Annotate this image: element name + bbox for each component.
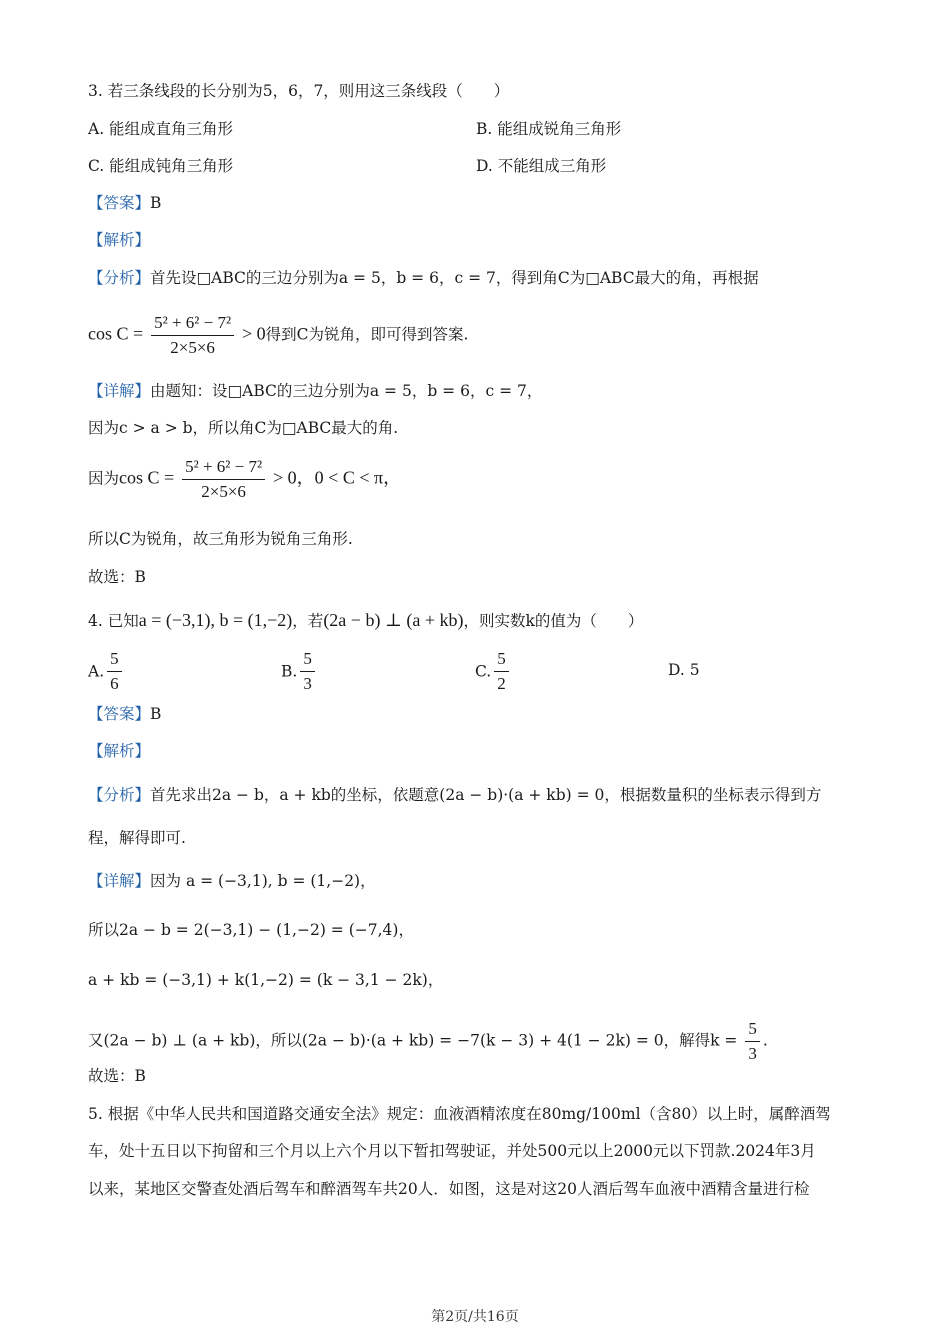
k-fraction: [745, 1018, 760, 1065]
q3-stem: 3. 若三条线段的长分别为5，6，7，则用这三条线段（ ）: [88, 82, 510, 100]
analysis-text: 首先求出2a − b，a + kb的坐标，依题意(2a − b)·(a + kb) = 0，根据数量积的坐标表示得到方: [150, 786, 822, 804]
q3-option-c: C. 能组成钝角三角形: [88, 157, 234, 175]
answer-value: B: [150, 194, 162, 212]
q3-analysis-line1: [88, 267, 759, 289]
q3-answer: [88, 192, 161, 214]
q3-option-a: A. 能组成直角三角形: [88, 120, 234, 138]
fraction-denominator: 6: [110, 674, 119, 693]
stem-prefix: 4. 已知: [88, 612, 139, 630]
q5-line2: 车，处十五日以下拘留和三个月以上六个月以下暂扣驾驶证，并处500元以上2000元以下罚款.2024年3月: [88, 1142, 816, 1160]
fraction-denominator: 2: [497, 674, 506, 693]
option-fraction: [107, 648, 122, 695]
answer-value: B: [150, 705, 162, 723]
q4-option-c: [475, 648, 512, 695]
fraction-numerator: 5: [107, 648, 122, 672]
q4-detail-line1: [88, 870, 376, 892]
q4-final: 故选：B: [88, 1067, 146, 1085]
q3-option-b: B. 能组成锐角三角形: [476, 120, 622, 138]
q3-jiexi-tag: 【解析】: [88, 231, 151, 249]
detail-text: 因为 a = (−3,1), b = (1,−2)，: [150, 872, 376, 890]
option-fraction: [494, 648, 509, 695]
answer-tag: 【答案】: [88, 705, 151, 723]
q4-detail-line4: 又(2a − b) ⊥ (a + kb)，所以(2a − b)·(a + kb) = −7(k − 3) + 4(1 − 2k) = 0，解得k = $\frac{5}{3}$ .: [88, 1019, 768, 1063]
detail-text: 又(2a − b) ⊥ (a + kb)，所以(2a − b)·(a + kb) = −7(k − 3) + 4(1 − 2k) = 0，解得k =: [88, 1031, 738, 1050]
q4-option-b: [281, 648, 318, 695]
fraction-numerator: 5: [300, 648, 315, 672]
fraction-numerator: 5: [745, 1018, 760, 1042]
detail-tag: 【详解】: [88, 872, 151, 890]
fraction-denominator: 2×5×6: [201, 482, 246, 501]
q3-detail-line2: 因为c > a > b，所以角C为□ABC最大的角.: [88, 419, 399, 437]
fraction-denominator: 3: [748, 1044, 757, 1063]
cos-fraction: [151, 312, 234, 359]
q4-detail-line3: a + kb = (−3,1) + k(1,−2) = (k − 3,1 − 2k)，: [88, 971, 444, 989]
detail-tag: 【详解】: [88, 382, 151, 400]
option-label: C.: [475, 662, 492, 681]
fraction-numerator: 5: [494, 648, 509, 672]
q4-analysis-line1: [88, 784, 821, 806]
analysis-tag: 【分析】: [88, 786, 151, 804]
stem-perpendicular: (2a − b) ⊥ (a + kb): [323, 610, 464, 630]
answer-tag: 【答案】: [88, 194, 151, 212]
analysis-text: 首先设□ABC的三边分别为a = 5，b = 6，c = 7，得到角C为□ABC最大的角，再根据: [150, 269, 759, 287]
q4-answer: [88, 703, 161, 725]
q3-detail-line4: 所以C为锐角，故三角形为锐角三角形.: [88, 530, 353, 548]
page-number: 第2页/共16页: [431, 1309, 519, 1325]
q4-option-a: [88, 648, 125, 695]
option-label: A.: [88, 662, 105, 681]
fraction-numerator: 5² + 6² − 7²: [151, 312, 234, 336]
q3-detail-line3: [88, 456, 401, 503]
q4-detail-line2: 所以2a − b = 2(−3,1) − (1,−2) = (−7,4)，: [88, 921, 414, 939]
q5-line1: 5. 根据《中华人民共和国道路交通安全法》规定：血液酒精浓度在80mg/100ml（含80）以上时，属醉酒驾: [88, 1105, 831, 1123]
stem-mid: ，若: [292, 612, 324, 630]
q3-final: 故选：B: [88, 568, 146, 586]
analysis-text: 得到C为锐角，即可得到答案.: [265, 325, 469, 344]
fraction-denominator: 2×5×6: [170, 338, 215, 357]
cos-lhs: cos C =: [119, 467, 175, 488]
q4-analysis-line2: 程，解得即可.: [88, 829, 186, 847]
fraction-denominator: 3: [303, 674, 312, 693]
cos-lhs: cos C =: [88, 323, 144, 344]
q4-jiexi-tag: 【解析】: [88, 742, 151, 760]
q4-option-d: D. 5: [668, 661, 700, 679]
option-fraction: [300, 648, 315, 695]
q5-line3: 以来，某地区交警查处酒后驾车和醉酒驾车共20人．如图，这是对这20人酒后驾车血液中酒精含量进行检: [88, 1180, 810, 1198]
fraction-numerator: 5² + 6² − 7²: [182, 456, 265, 480]
q4-stem: [88, 609, 643, 632]
stem-vectors: a = (−3,1), b = (1,−2): [138, 610, 293, 630]
detail-suffix: > 0，0 < C < π，: [273, 467, 402, 488]
gt-zero: > 0: [242, 323, 266, 344]
q3-detail-line1: [88, 380, 542, 402]
q3-option-d: D. 不能组成三角形: [476, 157, 607, 175]
detail-prefix: 因为: [88, 469, 120, 488]
q3-analysis-line2: [88, 312, 468, 359]
analysis-tag: 【分析】: [88, 269, 151, 287]
option-label: B.: [281, 662, 298, 681]
stem-suffix: ，则实数k的值为（ ）: [463, 612, 644, 630]
detail-text: 由题知：设□ABC的三边分别为a = 5，b = 6，c = 7，: [150, 382, 543, 400]
cos-fraction: [182, 456, 265, 503]
